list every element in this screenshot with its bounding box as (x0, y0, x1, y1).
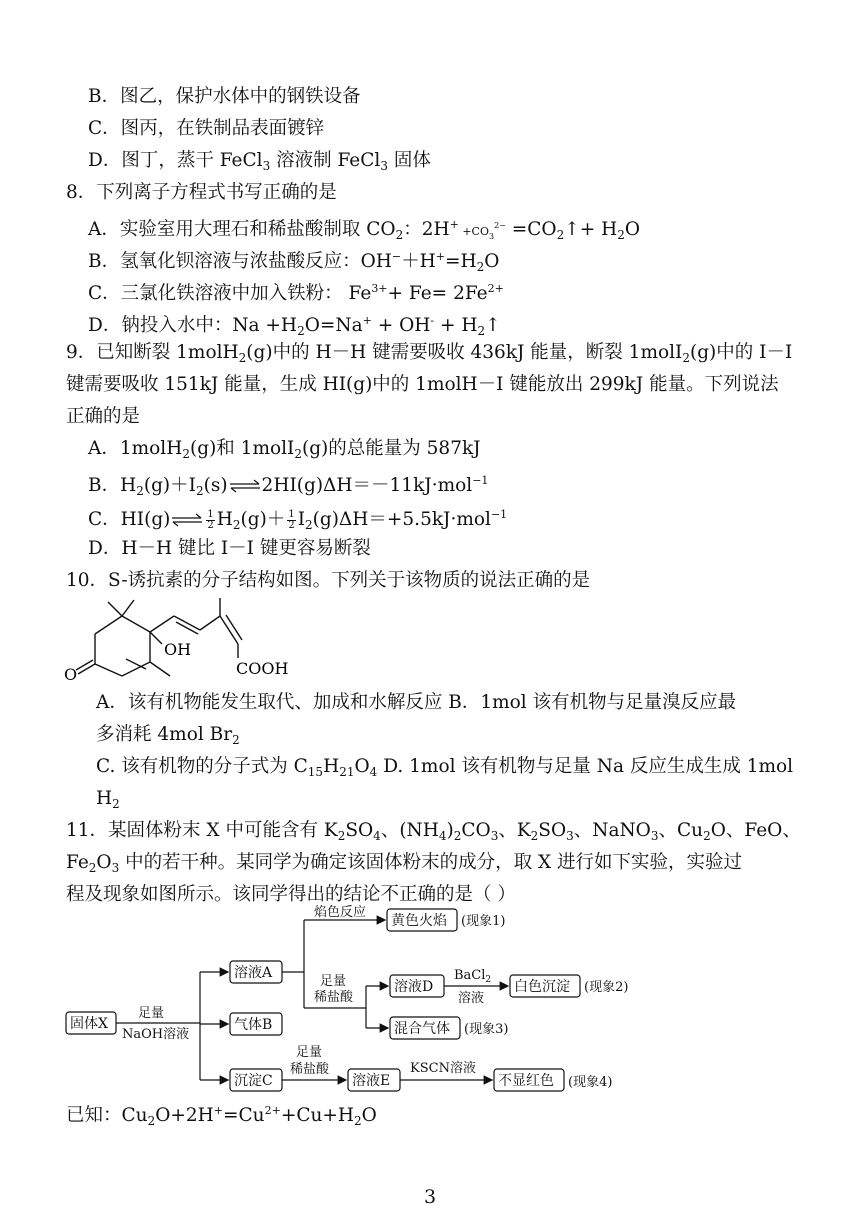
q10-option-d-cont: $H_2$ (96, 788, 120, 811)
q11-stem-line1: 11．某固体粉末 X 中可能含有 $K_2SO_4$、$(NH_4)_2CO_3$、$K_2SO_3$、NaNO$_3$、$Cu_2O$、FeO、 (66, 820, 801, 843)
q9-stem-line3: 正确的是 (66, 406, 141, 427)
label-bacl2-bottom: 溶液 (458, 991, 485, 1006)
page-number: 3 (423, 1186, 437, 1208)
label-solution-e: 溶液E (352, 1073, 391, 1089)
label-phenomenon-3: (现象3) (464, 1022, 509, 1037)
label-naoh-bottom: NaOH溶液 (122, 1027, 190, 1042)
label-gas-b: 气体B (234, 1017, 273, 1033)
q11-stem-line2: $Fe_2O_3$ 中的若干种。某同学为确定该固体粉末的成分，取 X 进行如下实验，实验过 (66, 852, 743, 875)
label-phenomenon-2: (现象2) (584, 980, 629, 995)
label-solution-d: 溶液D (394, 979, 434, 995)
q8-option-a: A．实验室用大理石和稀盐酸制取 $CO_2$：$2H^+ +CO_3^{2-}$ $=CO_2↑+ H_2O$ (88, 218, 641, 242)
q11-stem-line3: 程及现象如图所示。该同学得出的结论不正确的是（ ） (66, 884, 516, 905)
molecular-structure (62, 596, 302, 688)
label-mixed-gas: 混合气体 (394, 1021, 450, 1037)
label-kscn: KSCN溶液 (410, 1061, 476, 1076)
carboxyl-label: COOH (236, 659, 289, 678)
known-reaction: 已知：$Cu_2O+2H^+=Cu^{2+}+Cu+H_2O$ (66, 1104, 377, 1128)
q8-stem: 8．下列离子方程式书写正确的是 (66, 182, 337, 203)
label-solution-a: 溶液A (234, 965, 273, 981)
q10-option-a-b: A．该有机物能发生取代、加成和水解反应 B．1mol 该有机物与足量溴反应最 (96, 692, 737, 713)
label-hcl1-top: 足量 (320, 974, 347, 989)
label-not-red: 不显红色 (498, 1073, 554, 1089)
q7-option-d: D．图丁，蒸干 FeCl$_3$ 溶液制 FeCl$_3$ 固体 (88, 150, 431, 173)
q8-option-d: D．钠投入水中：$Na +H_2O=Na^+ + OH^-$ + $H_2↑$ (88, 314, 501, 338)
experiment-flow-diagram (60, 905, 680, 1095)
label-solid-x: 固体X (70, 1016, 108, 1032)
q9-option-c: C．HI(g) $\frac{1}{2}$ $H_2(g)+$ $\frac{1}{2}$ $I_2(g)\Delta H=+5.5kJ\cdot mol^{-1}$ (88, 508, 508, 532)
q9-option-a: A．1molH$_2$(g)和 1molI$_2$(g)的总能量为 587kJ (88, 438, 481, 461)
equilibrium-arrow-icon (228, 479, 262, 493)
fraction-half: $\frac{1}{2}$ (288, 508, 295, 531)
q10-stem: 10．S-诱抗素的分子结构如图。下列关于该物质的说法正确的是 (66, 570, 591, 591)
q9-option-b: B．$H_2(g)+I_2(s)$ 2HI(g)ΔH＝－11kJ·mol$^{-1}$ (88, 474, 489, 498)
hydroxyl-label: OH (164, 640, 192, 659)
label-naoh-top: 足量 (138, 1006, 165, 1021)
label-bacl2-top: BaCl$_2$ (454, 968, 492, 985)
q9-stem-line2: 键需要吸收 151kJ 能量，生成 HI(g)中的 1molH－I 键能放出 299kJ 能量。下列说法 (66, 374, 779, 395)
label-precip-c: 沉淀C (234, 1073, 273, 1089)
label-hcl2-top: 足量 (296, 1045, 323, 1060)
q10-option-b-cont: 多消耗 4mol $Br_2$ (96, 724, 240, 747)
label-phenomenon-4: (现象4) (568, 1075, 613, 1090)
label-yellow-flame: 黄色火焰 (391, 913, 447, 929)
label-white-precip: 白色沉淀 (514, 979, 570, 995)
equilibrium-arrow-icon (170, 513, 204, 527)
ketone-oxygen-label: O (64, 665, 78, 684)
q8-option-c: C．三氯化铁溶液中加入铁粉： $Fe^{3+}+ Fe= 2Fe^{2+}$ (88, 282, 504, 304)
label-hcl2-bottom: 稀盐酸 (290, 1062, 330, 1077)
label-flame-test: 焰色反应 (314, 905, 367, 920)
label-hcl1-bottom: 稀盐酸 (314, 990, 354, 1005)
label-phenomenon-1: (现象1) (461, 914, 506, 929)
q7-option-c: C．图丙，在铁制品表面镀锌 (88, 118, 325, 139)
fraction-half: $\frac{1}{2}$ (207, 508, 214, 531)
q9-option-d: D．H－H 键比 I－I 键更容易断裂 (88, 538, 371, 559)
q7-option-b: B．图乙，保护水体中的钢铁设备 (88, 86, 361, 107)
q10-option-c-d: C. 该有机物的分子式为 $C_{15}H_{21}O_4$ D. 1mol 该有机物与足量 Na 反应生成生成 1mol (96, 756, 794, 779)
q8-option-b: B．氢氧化钡溶液与浓盐酸反应：$OH^-+H^+=H_2O$ (88, 250, 500, 274)
q9-stem-line1: 9．已知断裂 1molH$_2$(g)中的 H－H 键需要吸收 436kJ 能量，断裂 1molI$_2$(g)中的 I－I (66, 342, 793, 365)
